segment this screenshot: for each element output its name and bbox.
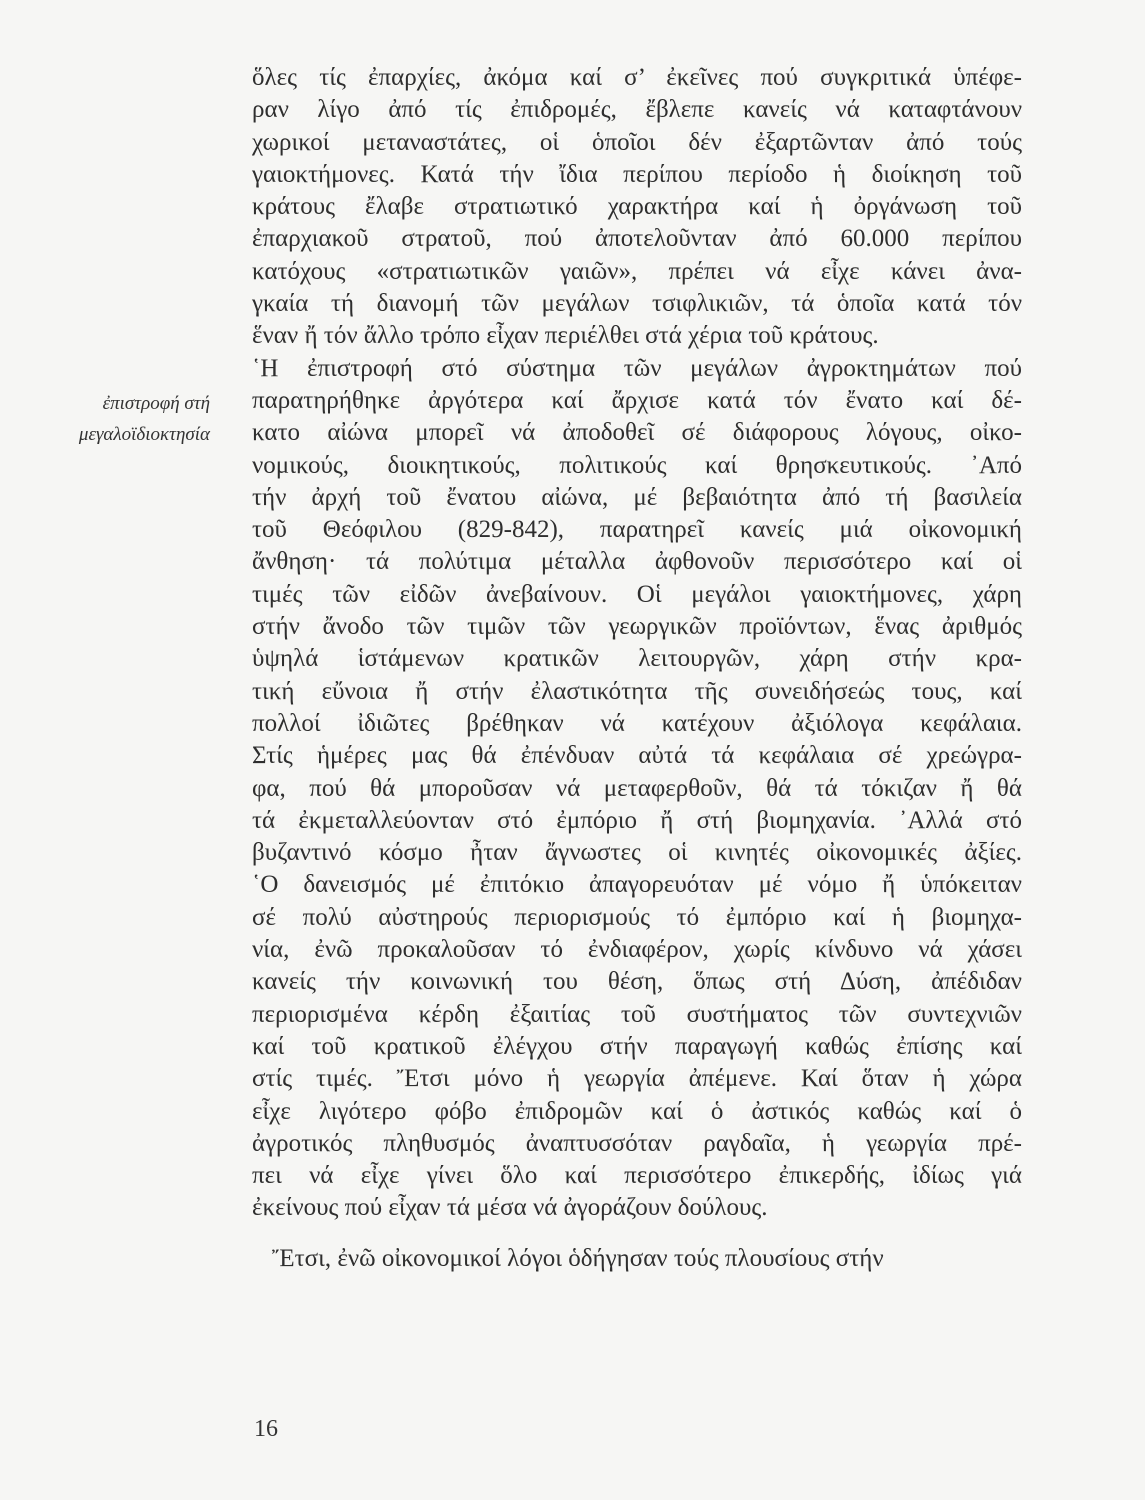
margin-note-line: μεγαλοϊδιοκτησία [78,424,210,445]
text-line: ἀγροτικός πληθυσμός ἀναπτυσσόταν ραγδαῖα, ἡ γεωργία πρέ- [252,1129,1022,1157]
margin-note [40,388,210,450]
text-line: ὅλες τίς ἐπαρχίες, ἀκόμα καί σ’ ἐκεῖνες πού συγκριτικά ὑπέφε- [252,64,1022,91]
text-line: στήν ἄνοδο τῶν τιμῶν τῶν γεωργικῶν προϊόντων, ἕνας ἀριθμός [252,613,1022,641]
body-text [252,62,1022,1275]
text-line: ῾Η ἐπιστροφή στό σύστημα τῶν μεγάλων ἀγροκτημάτων πού [252,354,1022,382]
text-line: γαιοκτήμονες. Κατά τήν ἴδια περίπου περίοδο ἡ διοίκηση τοῦ [252,160,1022,188]
text-line: ἕναν ἤ τόν ἄλλο τρόπο εἶχαν περιέλθει στά χέρια τοῦ κράτους. [252,322,879,350]
text-line: πει νά εἶχε γίνει ὅλο καί περισσότερο ἐπικερδής, ἰδίως γιά [252,1162,1022,1190]
text-line: περιορισμένα κέρδη ἐξαιτίας τοῦ συστήματος τῶν συντεχνιῶν [252,1000,1022,1028]
margin-note-line: ἐπιστροφή στή [102,393,210,414]
text-line: νία, ἐνῶ προκαλοῦσαν τό ἐνδιαφέρον, χωρίς κίνδυνο νά χάσει [252,936,1022,964]
text-line: εἶχε λιγότερο φόβο ἐπιδρομῶν καί ὁ ἀστικός καθώς καί ὁ [252,1097,1022,1125]
text-line: Ἔτσι, ἐνῶ οἰκονομικοί λόγοι ὁδήγησαν τούς πλουσίους στήν [272,1244,884,1272]
text-line: τοῦ Θεόφιλου (829-842), παρατηρεῖ κανείς μιά οἰκονομική [252,516,1022,544]
text-line: ἄνθηση· τά πολύτιμα μέταλλα ἀφθονοῦν περισσότερο καί οἱ [252,548,1022,576]
text-line: τιμές τῶν εἰδῶν ἀνεβαίνουν. Οἱ μεγάλοι γαιοκτήμονες, χάρη [252,580,1022,608]
text-line: τά ἐκμεταλλεύονταν στό ἐμπόριο ἤ στή βιομηχανία. ᾿Αλλά στό [252,806,1022,834]
text-line: νομικούς, διοικητικούς, πολιτικούς καί θρησκευτικούς. ᾿Από [252,451,1022,479]
text-line: φα, πού θά μποροῦσαν νά μεταφερθοῦν, θά τά τόκιζαν ἤ θά [252,774,1022,802]
text-line: παρατηρήθηκε ἀργότερα καί ἄρχισε κατά τόν ἔνατο καί δέ- [252,386,1022,414]
text-line: πολλοί ἰδιῶτες βρέθηκαν νά κατέχουν ἀξιόλογα κεφάλαια. [252,709,1022,737]
text-line: στίς τιμές. Ἔτσι μόνο ἡ γεωργία ἀπέμενε. Καί ὅταν ἡ χώρα [252,1065,1022,1093]
paragraph-gap [252,1225,1022,1243]
text-line: τική εὔνοια ἤ στήν ἐλαστικότητα τῆς συνειδήσεώς τους, καί [252,677,1022,705]
text-line: κράτους ἔλαβε στρατιωτικό χαρακτήρα καί ἡ ὀργάνωση τοῦ [252,193,1022,221]
page-number: 16 [254,1416,278,1442]
text-line: ῾Ο δανεισμός μέ ἐπιτόκιο ἀπαγορευόταν μέ νόμο ἤ ὑπόκειταν [252,871,1022,899]
text-line: καί τοῦ κρατικοῦ ἐλέγχου στήν παραγωγή καθώς ἐπίσης καί [252,1032,1022,1060]
text-line: ὑψηλά ἱστάμενων κρατικῶν λειτουργῶν, χάρη στήν κρα- [252,645,1022,673]
text-line: κατο αἰώνα μπορεῖ νά ἀποδοθεῖ σέ διάφορους λόγους, οἰκο- [252,419,1022,447]
text-line: ραν λίγο ἀπό τίς ἐπιδρομές, ἔβλεπε κανείς νά καταφτάνουν [252,96,1022,124]
text-line: χωρικοί μεταναστάτες, οἱ ὁποῖοι δέν ἐξαρτῶνταν ἀπό τούς [252,128,1022,156]
text-line: ἐπαρχιακοῦ στρατοῦ, πού ἀποτελοῦνταν ἀπό 60.000 περίπου [252,225,1022,253]
text-line: ἐκείνους πού εἶχαν τά μέσα νά ἀγοράζουν δούλους. [252,1194,768,1222]
text-line: κατόχους «στρατιωτικῶν γαιῶν», πρέπει νά εἶχε κάνει ἀνα- [252,257,1022,285]
text-line: τήν ἀρχή τοῦ ἔνατου αἰώνα, μέ βεβαιότητα ἀπό τή βασιλεία [252,483,1022,511]
text-line: Στίς ἡμέρες μας θά ἐπένδυαν αὐτά τά κεφάλαια σέ χρεώγρα- [252,742,1022,770]
text-line: σέ πολύ αὐστηρούς περιορισμούς τό ἐμπόριο καί ἡ βιομηχα- [252,903,1022,931]
text-line: βυζαντινό κόσμο ἦταν ἄγνωστες οἱ κινητές οἰκονομικές ἀξίες. [252,839,1022,867]
text-line: γκαία τή διανομή τῶν μεγάλων τσιφλικιῶν, τά ὁποῖα κατά τόν [252,290,1022,318]
text-line: κανείς τήν κοινωνική του θέση, ὅπως στή Δύση, ἀπέδιδαν [252,968,1022,996]
